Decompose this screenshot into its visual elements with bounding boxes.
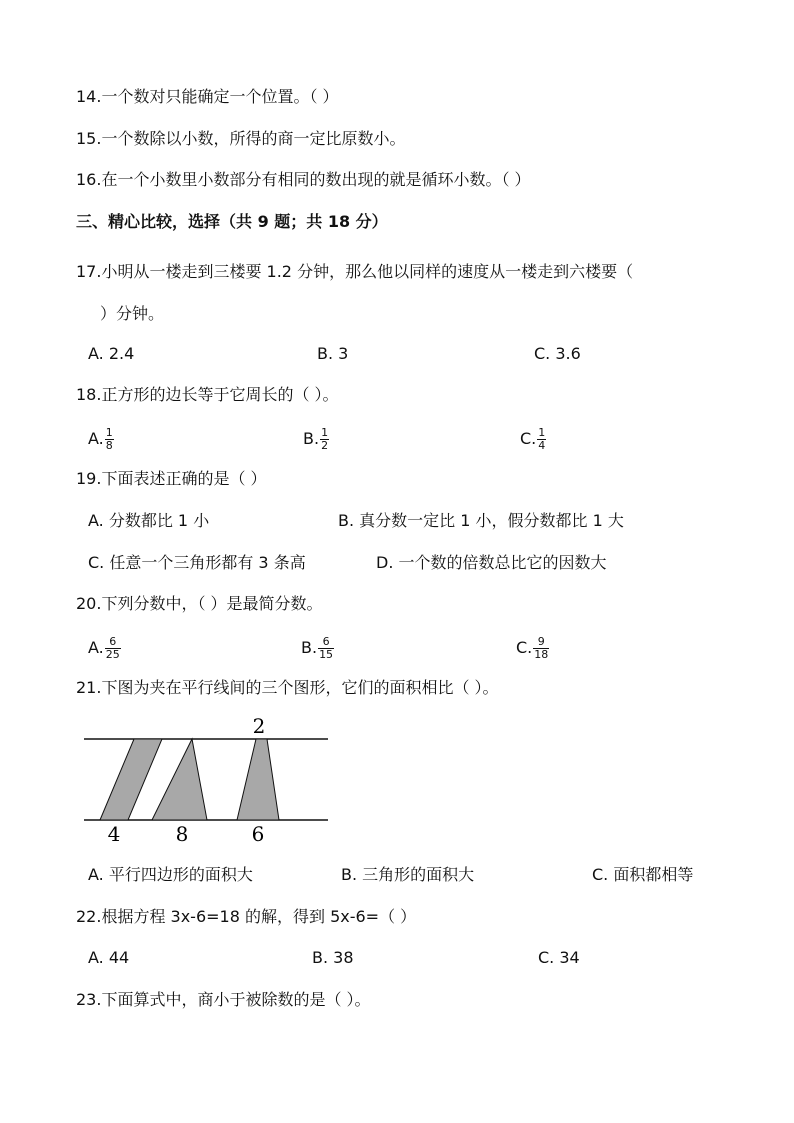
fraction <box>105 636 121 661</box>
option-a: A. 平行四边形的面积大 <box>88 865 253 884</box>
question-23: 23.下面算式中，商小于被除数的是（ ）。 <box>76 990 371 1009</box>
parallelogram-shape <box>100 739 162 820</box>
denominator: 25 <box>105 648 120 661</box>
denominator: 4 <box>538 439 546 452</box>
question-14: 14.一个数对只能确定一个位置。（ ） <box>76 87 339 106</box>
numerator: 6 <box>105 636 121 649</box>
trapezoid-base-label: 6 <box>251 822 265 846</box>
option-b: B. 3 <box>317 344 349 363</box>
option-c: C. 任意一个三角形都有 3 条高 <box>88 553 306 572</box>
option-c: C. 面积都相等 <box>592 865 694 884</box>
section-3-heading: 三、精心比较，选择（共 9 题；共 18 分） <box>76 212 388 231</box>
question-19-options-row1 <box>88 510 748 532</box>
option-c <box>520 427 546 452</box>
question-15: 15.一个数除以小数，所得的商一定比原数小。 <box>76 129 406 148</box>
denominator: 8 <box>105 439 113 452</box>
question-20-options <box>88 635 748 661</box>
fraction <box>105 427 114 452</box>
option-b: B. 38 <box>312 948 354 967</box>
question-17-options <box>88 343 748 365</box>
option-d: D. 一个数的倍数总比它的因数大 <box>376 553 607 572</box>
question-18-options <box>88 426 748 452</box>
fraction <box>318 636 334 661</box>
parallelogram-base-label: 4 <box>107 822 121 846</box>
question-22: 22.根据方程 3x-6=18 的解，得到 5x-6=（ ） <box>76 907 417 926</box>
option-b: B. 三角形的面积大 <box>341 865 475 884</box>
numerator: 1 <box>321 426 329 439</box>
fraction <box>320 427 329 452</box>
numerator: 6 <box>318 636 334 649</box>
option-c: C. 3.6 <box>534 344 581 363</box>
option-c: C. 34 <box>538 948 580 967</box>
denominator: 2 <box>321 439 329 452</box>
trapezoid-shape <box>237 739 279 820</box>
option-a: A. 44 <box>88 948 130 967</box>
option-a: A. 2.4 <box>88 344 135 363</box>
question-17-line1: 17.小明从一楼走到三楼要 1.2 分钟，那么他以同样的速度从一楼走到六楼要（ <box>76 262 634 281</box>
question-19: 19.下面表述正确的是（ ） <box>76 469 267 488</box>
numerator: 1 <box>538 426 546 439</box>
question-22-options <box>88 947 748 969</box>
fraction <box>533 636 549 661</box>
triangle-shape <box>152 739 207 820</box>
option-b <box>301 636 334 661</box>
question-18: 18.正方形的边长等于它周长的（ ）。 <box>76 385 339 404</box>
option-label: B. <box>303 429 320 448</box>
numerator: 9 <box>533 636 549 649</box>
question-19-options-row2 <box>88 552 748 574</box>
parallel-lines-figure <box>80 712 336 846</box>
question-20: 20.下列分数中，（ ）是最简分数。 <box>76 594 323 613</box>
option-label: A. <box>88 429 104 448</box>
denominator: 18 <box>534 648 549 661</box>
trapezoid-top-label: 2 <box>252 714 266 738</box>
question-21-options <box>88 864 748 886</box>
option-label: C. <box>516 638 533 657</box>
option-a <box>88 427 114 452</box>
question-16: 16.在一个小数里小数部分有相同的数出现的就是循环小数。（ ） <box>76 170 531 189</box>
option-label: C. <box>520 429 537 448</box>
option-c <box>516 636 549 661</box>
denominator: 15 <box>319 648 334 661</box>
option-b: B. 真分数一定比 1 小，假分数都比 1 大 <box>338 511 624 530</box>
option-label: B. <box>301 638 318 657</box>
option-a: A. 分数都比 1 小 <box>88 511 210 530</box>
question-21: 21.下图为夹在平行线间的三个图形，它们的面积相比（ ）。 <box>76 678 499 697</box>
numerator: 1 <box>105 426 113 439</box>
option-label: A. <box>88 638 104 657</box>
fraction <box>537 427 546 452</box>
option-b <box>303 427 329 452</box>
option-a <box>88 636 121 661</box>
triangle-base-label: 8 <box>175 822 189 846</box>
question-17-line2: ）分钟。 <box>100 304 165 323</box>
